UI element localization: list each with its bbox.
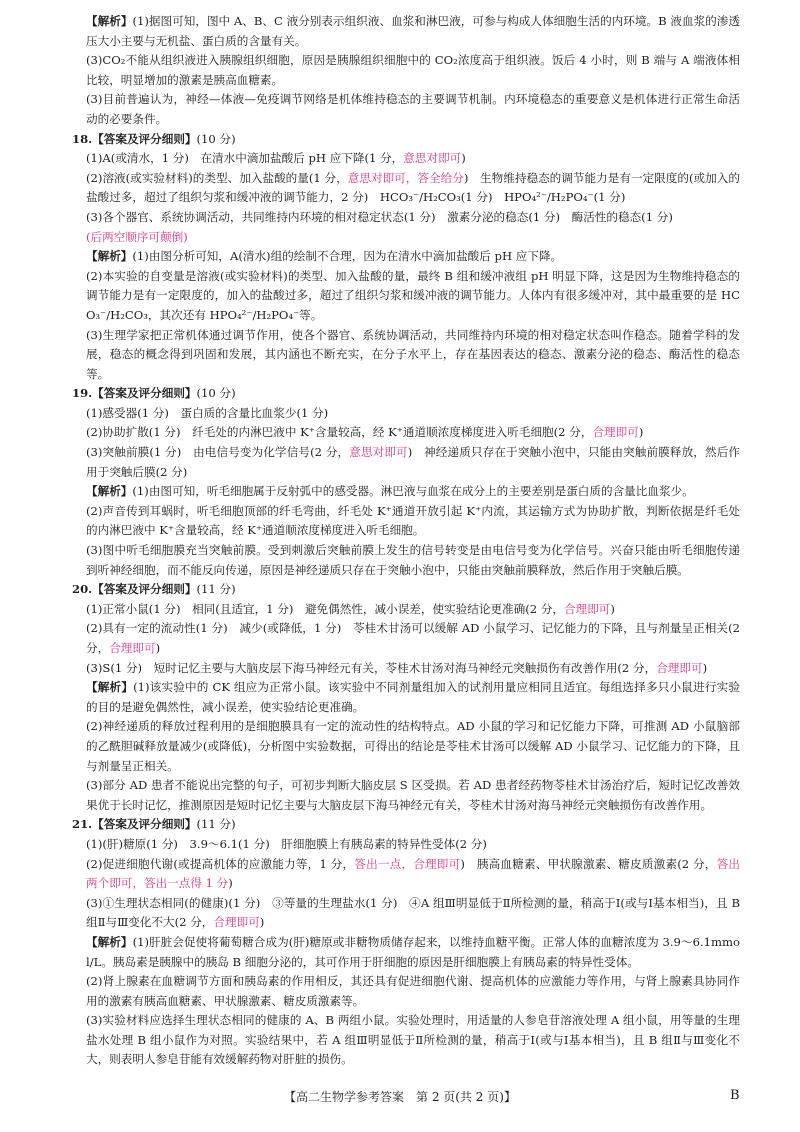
points: (10 分) [196, 131, 236, 146]
q21-analysis-1 [86, 933, 740, 972]
q21-answer-2 [86, 855, 740, 894]
grading-note: 合理即可 [213, 915, 260, 930]
analysis-text: (1)肝脏会促使将葡萄糖合成为(肝)糖原或非糖物质储存起来，以维持血糖平衡。正常人体的血糖浓度为 3.9～6.1mmol/L。胰岛素是胰腺中的胰岛 B 细胞分泌的，其可作用于肝细胞的原因是肝细胞膜上有胰岛素的特异性受体。 [86, 934, 740, 969]
answer-text: ) [259, 915, 265, 930]
q18-answer-2 [86, 169, 740, 208]
q20-analysis-3: (3)部分 AD 患者不能说出完整的句子，可初步判断大脑皮层 S 区受损。若 AD 患者经药物苓桂术甘汤治疗后，短时记忆改善效果优于长时记忆，推测原因是短时记忆主要与大脑皮层下海马神经元有关，苓桂术甘汤对海马神经元突触损伤有改善作用。 [86, 778, 740, 812]
grading-note: 答出一点，合理即可 [354, 856, 461, 871]
answer-text: (3)各个器官、系统协调活动，共同维持内环境的相对稳定状态(1 分) 激素分泌的稳态(1 分) 酶活性的稳态(1 分) [86, 209, 673, 224]
answer-text: ) [702, 660, 708, 675]
q18-answer-3 [86, 208, 740, 247]
grading-note: 合理即可 [564, 601, 611, 616]
q20-analysis-1 [86, 678, 740, 717]
q20-answer-1 [86, 600, 740, 620]
analysis-label: 【解析】 [86, 680, 134, 695]
points: (11 分) [196, 817, 236, 832]
answer-text: (1)A(或清水，1 分) 在清水中滴加盐酸后 pH 应下降(1 分， [86, 151, 404, 166]
question-number: 19. [72, 386, 93, 401]
q18-analysis-3: (3)生理学家把正常机体通过调节作用，使各个器官、系统协调活动，共同维持内环境的相对稳定状态叫作稳态。随着学科的发展，稳态的概念得到巩固和发展，其内涵也不断充实，在分子水平上，存在基因表达的稳态、激素分泌的稳态、酶活性的稳态等。 [86, 327, 740, 381]
q19-header [72, 384, 740, 404]
grading-note: 意思对即可，答全给分 [347, 170, 464, 185]
answer-text: (2)溶液(或实验材料)的类型、加入盐酸的量(1 分， [86, 170, 348, 185]
analysis-text: (1)由图分析可知，A(清水)组的绘制不合理，因为在清水中滴加盐酸后 pH 应下降。 [132, 249, 563, 264]
q19-answer-3 [86, 443, 740, 482]
analysis-text: (1)该实验中的 CK 组应为正常小鼠。该实验中不同剂量组加入的试剂用量应相同且适宜。每组选择多只小鼠进行实验的目的是避免偶然性，减小误差，使实验结论更准确。 [86, 680, 740, 714]
answer-text: (2)促进细胞代谢(或提高机体的应激能力等，1 分， [86, 856, 355, 871]
answer-text: ) [638, 425, 644, 440]
document-body [72, 12, 740, 1070]
answer-text: ) 神经递质只存在于突触小泡中，只能由突触前膜释放，然后作用于突触后膜(2 分) [86, 445, 740, 479]
analysis-text: (1)由图可知，听毛细胞属于反射弧中的感受器。淋巴液与血浆在成分上的主要差别是蛋白质的含量比血浆少。 [132, 484, 694, 499]
analysis-label: 【解析】 [86, 249, 133, 264]
question-number: 20. [72, 582, 93, 597]
grading-note: 答出两个即可，答出一点得 1 分 [86, 856, 740, 891]
points: (11 分) [196, 582, 236, 597]
answer-header: 【答案及评分细则】 [92, 582, 197, 597]
q17-analysis-3: (3)目前普遍认为，神经—体液—免疫调节网络是机体维持稳态的主要调节机制。内环境稳态的重要意义是机体进行正常生命活动的必要条件。 [86, 92, 740, 126]
grading-note: 意思对即可 [403, 151, 462, 166]
q19-answer-1: (1)感受器(1 分) 蛋白质的含量比血浆少(1 分) [86, 405, 329, 420]
answer-text: (2)具有一定的流动性(1 分) 减少(或降低，1 分) 苓桂术甘汤可以缓解 AD 小鼠学习、记忆能力的下降，且与剂量呈正相关(2 分， [86, 621, 740, 655]
q21-answer-3 [86, 894, 740, 933]
answer-text: ) 生物维持稳态的调节能力是有一定限度的(或加入的盐酸过多，超过了组织匀浆和缓冲液的调节能力，2 分) HCO₃⁻/H₂CO₃(1 分) HPO₄²⁻/H₂PO₄⁻(1 分) [86, 170, 740, 205]
question-number: 21. [72, 817, 93, 832]
q18-header [72, 130, 740, 150]
answer-text: ) [155, 641, 161, 655]
q19-analysis-3: (3)图中听毛细胞膜充当突触前膜。受到刺激后突触前膜上发生的信号转变是由电信号变为化学信号。兴奋只能由听毛细胞传递到听神经细胞，而不能反向传递，原因是神经递质只存在于突触小泡中，只能由突触前膜释放，然后作用于突触后膜。 [86, 543, 740, 577]
grading-note: 意思对即可 [349, 445, 408, 460]
q20-header [72, 580, 740, 600]
q21-header [72, 815, 740, 835]
q18-analysis-1 [86, 247, 740, 267]
analysis-text: (1)据图可知，图中 A、B、C 液分别表示组织液、血浆和淋巴液，可参与构成人体细胞生活的内环境。B 液血浆的渗透压大小主要与无机盐、蛋白质的含量有关。 [86, 14, 740, 48]
grading-note: (后两空顺序可颠倒) [86, 229, 188, 244]
grading-note: 合理即可 [656, 660, 703, 675]
grading-note: 合理即可 [109, 641, 156, 655]
answer-text: ) [228, 876, 233, 891]
answer-text: (3)①生理状态相同(的健康)(1 分) ③等量的生理盐水(1 分) ④A 组Ⅲ明显低于Ⅱ所检测的量，稍高于Ⅰ(或与Ⅰ基本相当)，且 B 组Ⅱ与Ⅲ变化不大(2 分， [86, 895, 740, 930]
answer-header: 【答案及评分细则】 [92, 386, 197, 401]
q21-analysis-2: (2)肾上腺素在血糖调节方面和胰岛素的作用相反，其还具有促进细胞代谢、提高机体的应激能力等作用，与肾上腺素具协同作用的激素有胰高血糖素、甲状腺激素、糖皮质激素等。 [86, 974, 740, 1008]
answer-text: (1)正常小鼠(1 分) 相同(且适宜，1 分) 避免偶然性，减小误差，使实验结论更准确(2 分， [86, 601, 565, 616]
paper-version-letter: B [730, 1088, 740, 1103]
q19-analysis-1 [86, 482, 740, 502]
q20-answer-2 [86, 619, 740, 658]
q19-answer-2 [86, 423, 740, 443]
answer-text: ) [461, 151, 466, 166]
answer-text: (2)协助扩散(1 分) 纤毛处的内淋巴液中 K⁺含量较高，经 K⁺通道顺浓度梯度进入听毛细胞(2 分， [86, 425, 593, 440]
answer-text: (3)突触前膜(1 分) 由电信号变为化学信号(2 分， [86, 445, 350, 460]
question-number: 18. [72, 131, 93, 146]
answer-text: ) 胰高血糖素、甲状腺激素、糖皮质激素(2 分， [460, 856, 717, 871]
grading-note: 合理即可 [592, 425, 639, 440]
q20-analysis-2: (2)神经递质的释放过程利用的是细胞膜具有一定的流动性的结构特点。AD 小鼠的学习和记忆能力下降，可推测 AD 小鼠脑部的乙酰胆碱释放量减少(或降低)，分析图中实验数据，可得出的结论是苓桂术甘汤可以缓解 AD 小鼠学习、记忆能力的下降，且与剂量呈正相关。 [86, 719, 740, 773]
answer-header: 【答案及评分细则】 [92, 131, 197, 146]
analysis-label: 【解析】 [86, 14, 133, 28]
q20-answer-3 [86, 659, 740, 679]
analysis-label: 【解析】 [86, 484, 133, 499]
answer-text: ) [610, 601, 615, 616]
answer-header: 【答案及评分细则】 [92, 817, 197, 832]
analysis-label: 【解析】 [86, 934, 133, 949]
q19-analysis-2: (2)声音传到耳蜗时，听毛细胞顶部的纤毛弯曲，纤毛处 K⁺通道开放引起 K⁺内流，其运输方式为协助扩散，判断依据是纤毛处的内淋巴液中 K⁺含量较高，经 K⁺通道顺浓度梯度进入听毛细胞。 [86, 503, 740, 538]
q18-answer-1 [86, 149, 740, 169]
q18-analysis-2: (2)本实验的自变量是溶液(或实验材料)的类型、加入盐酸的量，最终 B 组和缓冲液组 pH 明显下降，这是因为生物维持稳态的调节能力是有一定限度的，加入的盐酸过多，超过了组织匀浆和缓冲液的调节能力。人体内有很多缓冲对，其中最重要的是 HCO₃⁻/H₂CO₃，其次还有 HPO₄²⁻/H₂PO₄⁻等。 [86, 268, 740, 322]
q17-analysis-2: (3)CO₂不能从组织液进入胰腺组织细胞，原因是胰腺组织细胞中的 CO₂浓度高于组织液。饭后 4 小时，则 B 端与 A 端液体相比较，明显增加的激素是胰高血糖素。 [86, 53, 740, 87]
page-footer: 【高二生物学参考答案 第 2 页(共 2 页)】 [284, 1090, 516, 1104]
q17-analysis-1 [86, 12, 740, 51]
q21-answer-1: (1)(肝)糖原(1 分) 3.9～6.1(1 分) 肝细胞膜上有胰岛素的特异性受体(2 分) [86, 836, 487, 851]
q21-analysis-3: (3)实验材料应选择生理状态相同的健康的 A、B 两组小鼠。实验处理时，用适量的人参皂苷溶液处理 A 组小鼠，用等量的生理盐水处理 B 组小鼠作为对照。实验结果中，若 A 组Ⅲ明显低于Ⅱ所检测的量，稍高于Ⅰ(或与Ⅰ基本相当)，且 B 组Ⅱ与Ⅲ变化不大，则表明人参皂苷能有效缓解药物对肝脏的损伤。 [86, 1013, 740, 1067]
points: (10 分) [196, 386, 236, 401]
answer-text: (3)S(1 分) 短时记忆主要与大脑皮层下海马神经元有关，苓桂术甘汤对海马神经元突触损伤有改善作用(2 分， [86, 660, 657, 675]
